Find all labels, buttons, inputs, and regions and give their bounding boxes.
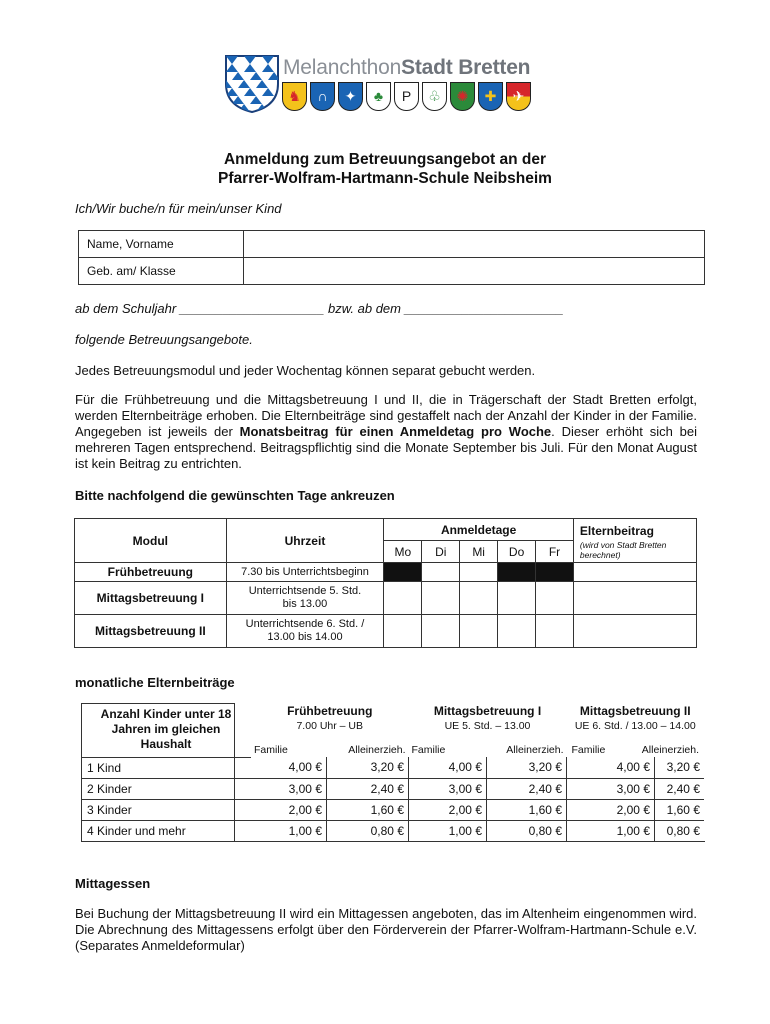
checkbox-mo-disabled <box>384 563 422 582</box>
module-name: Mittagsbetreuung I <box>75 582 227 615</box>
checkbox-do[interactable] <box>498 615 536 648</box>
clover-icon: ♧ <box>422 82 447 111</box>
module-time-line: 13.00 bis 14.00 <box>267 631 343 643</box>
fee-value: 0,80 € <box>487 820 567 841</box>
separate-booking-text: Jedes Betreuungsmodul und jeder Wochentag können separat gebucht werden. <box>75 363 536 378</box>
sub-single: Alleinerzieh. <box>348 744 406 756</box>
fee-cell <box>573 563 696 582</box>
name-field[interactable] <box>244 231 705 258</box>
col-days: Anmeldetage <box>384 519 574 541</box>
fee-value: 4,00 € <box>409 757 487 778</box>
monthly-fees-heading: monatliche Elternbeiträge <box>75 675 235 690</box>
table-row <box>79 231 705 258</box>
fee-row-label: 4 Kinder und mehr <box>81 820 251 841</box>
table-row <box>81 778 704 799</box>
fee-table <box>81 703 704 842</box>
fee-row-label: 3 Kinder <box>81 799 251 820</box>
table-row <box>81 703 704 757</box>
day-mo: Mo <box>384 541 422 563</box>
checkbox-di[interactable] <box>422 615 460 648</box>
checkbox-fr[interactable] <box>536 582 574 615</box>
title-line-1: Anmeldung zum Betreuungsangebot an der <box>223 151 547 168</box>
fee-cell <box>573 615 696 648</box>
logo-wordmark <box>283 56 530 80</box>
checkbox-mi[interactable] <box>460 615 498 648</box>
logo-text-bold: Stadt Bretten <box>401 56 531 79</box>
cross-icon: ✚ <box>478 82 503 111</box>
intro-text: Ich/Wir buche/n für mein/unser Kind <box>75 201 282 216</box>
fee-value: 1,60 € <box>487 799 567 820</box>
lion-icon: ♞ <box>282 82 307 111</box>
hook-icon: P <box>394 82 419 111</box>
fee-row-label: 2 Kinder <box>81 778 251 799</box>
offers-line: folgende Betreuungsangebote. <box>75 332 253 347</box>
horseshoe-icon: ∩ <box>310 82 335 111</box>
fee-value: 2,00 € <box>251 799 327 820</box>
bird-icon: ✈ <box>506 82 531 111</box>
checkbox-do-disabled <box>498 563 536 582</box>
table-row <box>81 799 704 820</box>
fee-value: 3,00 € <box>251 778 327 799</box>
fee-value: 3,00 € <box>409 778 487 799</box>
module-time <box>226 582 384 615</box>
page-title <box>0 150 770 188</box>
sub-single: Alleinerzieh. <box>641 744 699 756</box>
day-fr: Fr <box>536 541 574 563</box>
checkbox-di[interactable] <box>422 582 460 615</box>
bavarian-shield-icon <box>224 54 280 114</box>
module-table <box>74 518 697 648</box>
fee-value: 4,00 € <box>567 757 655 778</box>
fee-cell <box>573 582 696 615</box>
fee-group-time: UE 5. Std. – 13.00 <box>444 720 531 732</box>
fee-value: 3,00 € <box>567 778 655 799</box>
fee-value: 2,40 € <box>487 778 567 799</box>
module-time-line: Unterrichtsende 6. Std. / <box>245 618 365 630</box>
fee-group <box>251 703 409 757</box>
module-time <box>226 615 384 648</box>
fee-value: 3,20 € <box>327 757 409 778</box>
col-fee-title: Elternbeitrag <box>579 524 654 538</box>
col-fee <box>573 519 696 563</box>
module-name: Frühbetreuung <box>75 563 227 582</box>
birth-class-field[interactable] <box>244 258 705 285</box>
fee-value: 4,00 € <box>251 757 327 778</box>
day-mi: Mi <box>460 541 498 563</box>
wheel-icon: ✺ <box>450 82 475 111</box>
checkbox-mi[interactable] <box>460 563 498 582</box>
schoolyear-line[interactable]: ab dem Schuljahr ____________________ bzw. ab dem ______________________ <box>75 301 564 316</box>
day-di: Di <box>422 541 460 563</box>
fee-row-label: 1 Kind <box>81 757 251 778</box>
birth-class-label: Geb. am/ Klasse <box>79 258 244 285</box>
col-time: Uhrzeit <box>226 519 384 563</box>
module-time-line: 7.30 bis Unterrichtsbeginn <box>241 566 369 578</box>
checkbox-fr[interactable] <box>536 615 574 648</box>
fee-value: 0,80 € <box>655 820 705 841</box>
checkbox-mo[interactable] <box>384 582 422 615</box>
sub-family: Familie <box>254 744 288 756</box>
fee-group-name: Frühbetreuung <box>287 704 373 718</box>
eagle-icon: ✦ <box>338 82 363 111</box>
fee-value: 3,20 € <box>487 757 567 778</box>
fee-value: 3,20 € <box>655 757 705 778</box>
name-label: Name, Vorname <box>79 231 244 258</box>
sub-single: Alleinerzieh. <box>506 744 564 756</box>
fee-group-time: 7.00 Uhr – UB <box>296 720 364 732</box>
fee-group-name: Mittagsbetreuung I <box>433 704 542 718</box>
table-row <box>75 519 697 541</box>
fee-value: 1,00 € <box>567 820 655 841</box>
fee-value: 2,00 € <box>409 799 487 820</box>
tree-icon: ♣ <box>366 82 391 111</box>
table-row <box>75 582 697 615</box>
fee-value: 1,60 € <box>655 799 705 820</box>
table-row <box>81 757 704 778</box>
fee-value: 2,40 € <box>655 778 705 799</box>
fee-value: 1,60 € <box>327 799 409 820</box>
table-row <box>79 258 705 285</box>
lunch-heading: Mittagessen <box>75 876 151 891</box>
table-row <box>81 820 704 841</box>
lunch-text: Bei Buchung der Mittagsbetreuung II wird ein Mittagessen angeboten, das im Altenheim eingenommen wird. Die Abrechnung des Mittagessens erfolgt über den Förderverein der Pfarrer-Wolfram-Hartmann-Schule e.V. (Separates Anmeldeformular) <box>75 906 697 953</box>
col-fee-note: (wird von Stadt Bretten berechnet) <box>579 540 667 560</box>
checkbox-di[interactable] <box>422 563 460 582</box>
child-info-table <box>78 230 705 285</box>
logo-text-light: Melanchthon <box>283 56 402 79</box>
sub-family: Familie <box>571 744 606 756</box>
fee-group-time: UE 6. Std. / 13.00 – 14.00 <box>574 720 696 732</box>
fee-value: 2,40 € <box>327 778 409 799</box>
fee-group <box>409 703 567 757</box>
fee-value: 2,00 € <box>567 799 655 820</box>
checkbox-fr-disabled <box>536 563 574 582</box>
checkbox-mi[interactable] <box>460 582 498 615</box>
checkbox-mo[interactable] <box>384 615 422 648</box>
fees-text-2: . Dieser erhöht sich bei mehreren Tagen entsprechend. Beitragspflichtig sind die Monate September bis Juli. Für den Monat August ist kein Beitrag zu entrichten. <box>75 424 698 471</box>
fee-group <box>567 703 705 757</box>
district-crests <box>282 82 531 111</box>
table-row <box>75 563 697 582</box>
fee-value: 1,00 € <box>409 820 487 841</box>
checkbox-do[interactable] <box>498 582 536 615</box>
fees-text-1: Für die Frühbetreuung und die Mittagsbetreuung I und II, die in Trägerschaft der Stadt Bretten erfolgt, werden Elternbeiträge erhoben. Die Elternbeiträge sind gestaffelt nach der Anzahl der Kinder in der Familie. Angegeben ist jeweils der <box>75 392 697 439</box>
days-heading: Bitte nachfolgend die gewünschten Tage ankreuzen <box>75 488 395 503</box>
fee-group-name: Mittagsbetreuung II <box>579 704 691 718</box>
module-time-line: Unterrichtsende 5. Std. <box>248 585 362 597</box>
col-module: Modul <box>75 519 227 563</box>
day-do: Do <box>498 541 536 563</box>
fees-paragraph <box>75 392 697 472</box>
fees-text-bold: Monatsbeitrag für einen Anmeldetag pro Woche <box>239 424 552 439</box>
module-name: Mittagsbetreuung II <box>75 615 227 648</box>
fee-value: 0,80 € <box>327 820 409 841</box>
title-line-2: Pfarrer-Wolfram-Hartmann-Schule Neibsheim <box>218 170 552 187</box>
module-time <box>226 563 384 582</box>
fee-head-label: Anzahl Kinder unter 18 Jahren im gleichen Haushalt <box>81 703 251 757</box>
sub-family: Familie <box>411 744 446 756</box>
table-row <box>75 615 697 648</box>
fee-value: 1,00 € <box>251 820 327 841</box>
module-time-line: bis 13.00 <box>282 598 328 610</box>
